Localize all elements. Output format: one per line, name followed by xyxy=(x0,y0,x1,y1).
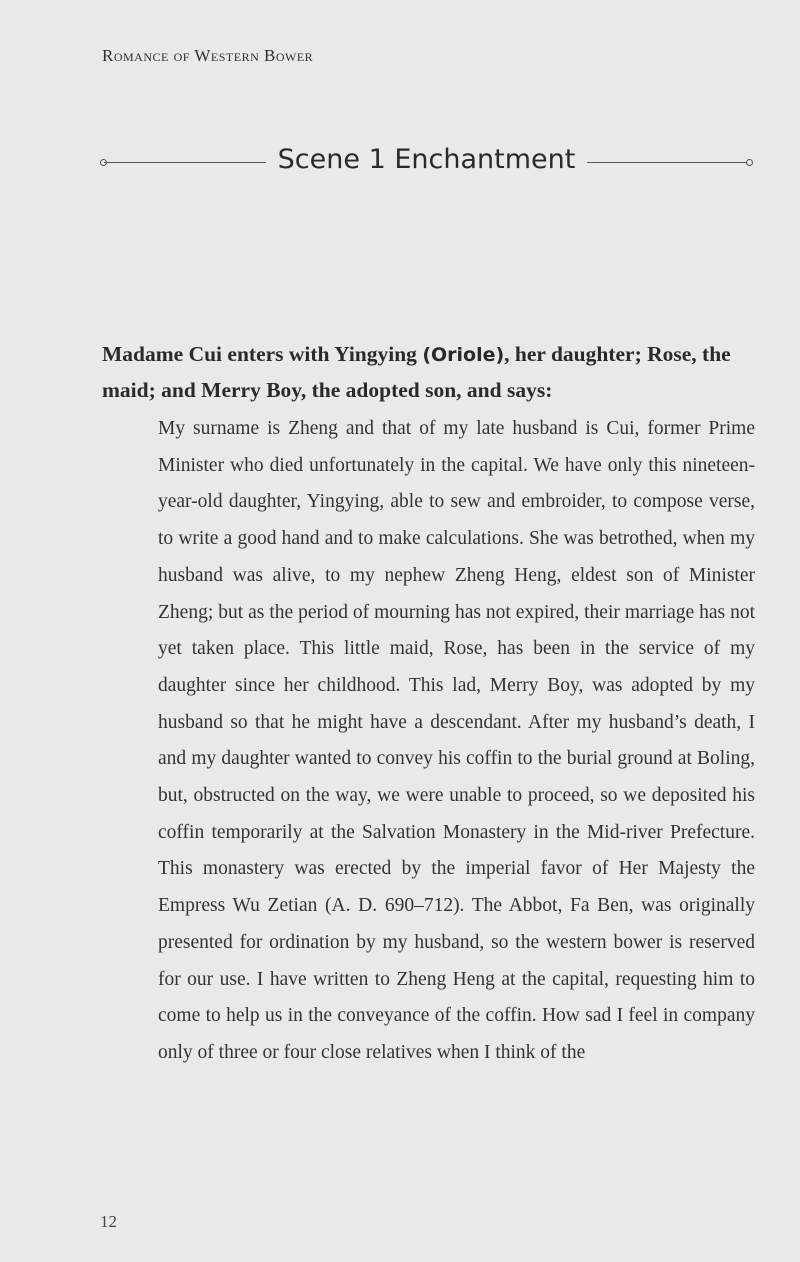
stage-direction-part1: Madame Cui enters with Yingying xyxy=(102,342,423,366)
stage-direction-alt-name: (Oriole) xyxy=(422,344,505,366)
body-paragraph: My surname is Zheng and that of my late husband is Cui, former Prime Minister who died unfortunately in the capital. We have only this nineteen-year-old daughter, Yingying, able to sew and embroider, to compose verse, to write a good hand and to make calculations. She was betrothed, when my husband was alive, to my nephew Zheng Heng, eldest son of Minister Zheng; but as the period of mourning has not expired, their marriage has not yet taken place. This little maid, Rose, has been in the service of my daughter since her childhood. This lad, Merry Boy, was adopted by my husband so that he might have a descendant. After my husband’s death, I and my daughter wanted to convey his coffin to the burial ground at Boling, but, obstructed on the way, we were unable to proceed, so we deposited his coffin temporarily at the Salvation Monastery in the Mid-river Prefecture. This monastery was erected by the imperial favor of Her Majesty the Empress Wu Zetian (A. D. 690–712). The Abbot, Fa Ben, was originally presented for ordination by my husband, so the western bower is reserved for our use. I have written to Zheng Heng at the capital, requesting him to come to help us in the conveyance of the coffin. How sad I feel in company only of three or four close relatives when I think of the xyxy=(158,418,755,1063)
stage-direction xyxy=(102,337,757,408)
scene-title: Scene 1 Enchantment xyxy=(277,144,576,175)
ornament-rule-right xyxy=(587,162,749,163)
running-head: Romance of Western Bower xyxy=(102,46,314,65)
ornament-dot-right xyxy=(746,159,753,166)
stage-direction-part2: , her daughter; Rose, the maid; and Merry Boy, the adopted son, and says: xyxy=(102,342,731,402)
page-number: 12 xyxy=(100,1212,117,1231)
scene-heading xyxy=(100,143,753,183)
